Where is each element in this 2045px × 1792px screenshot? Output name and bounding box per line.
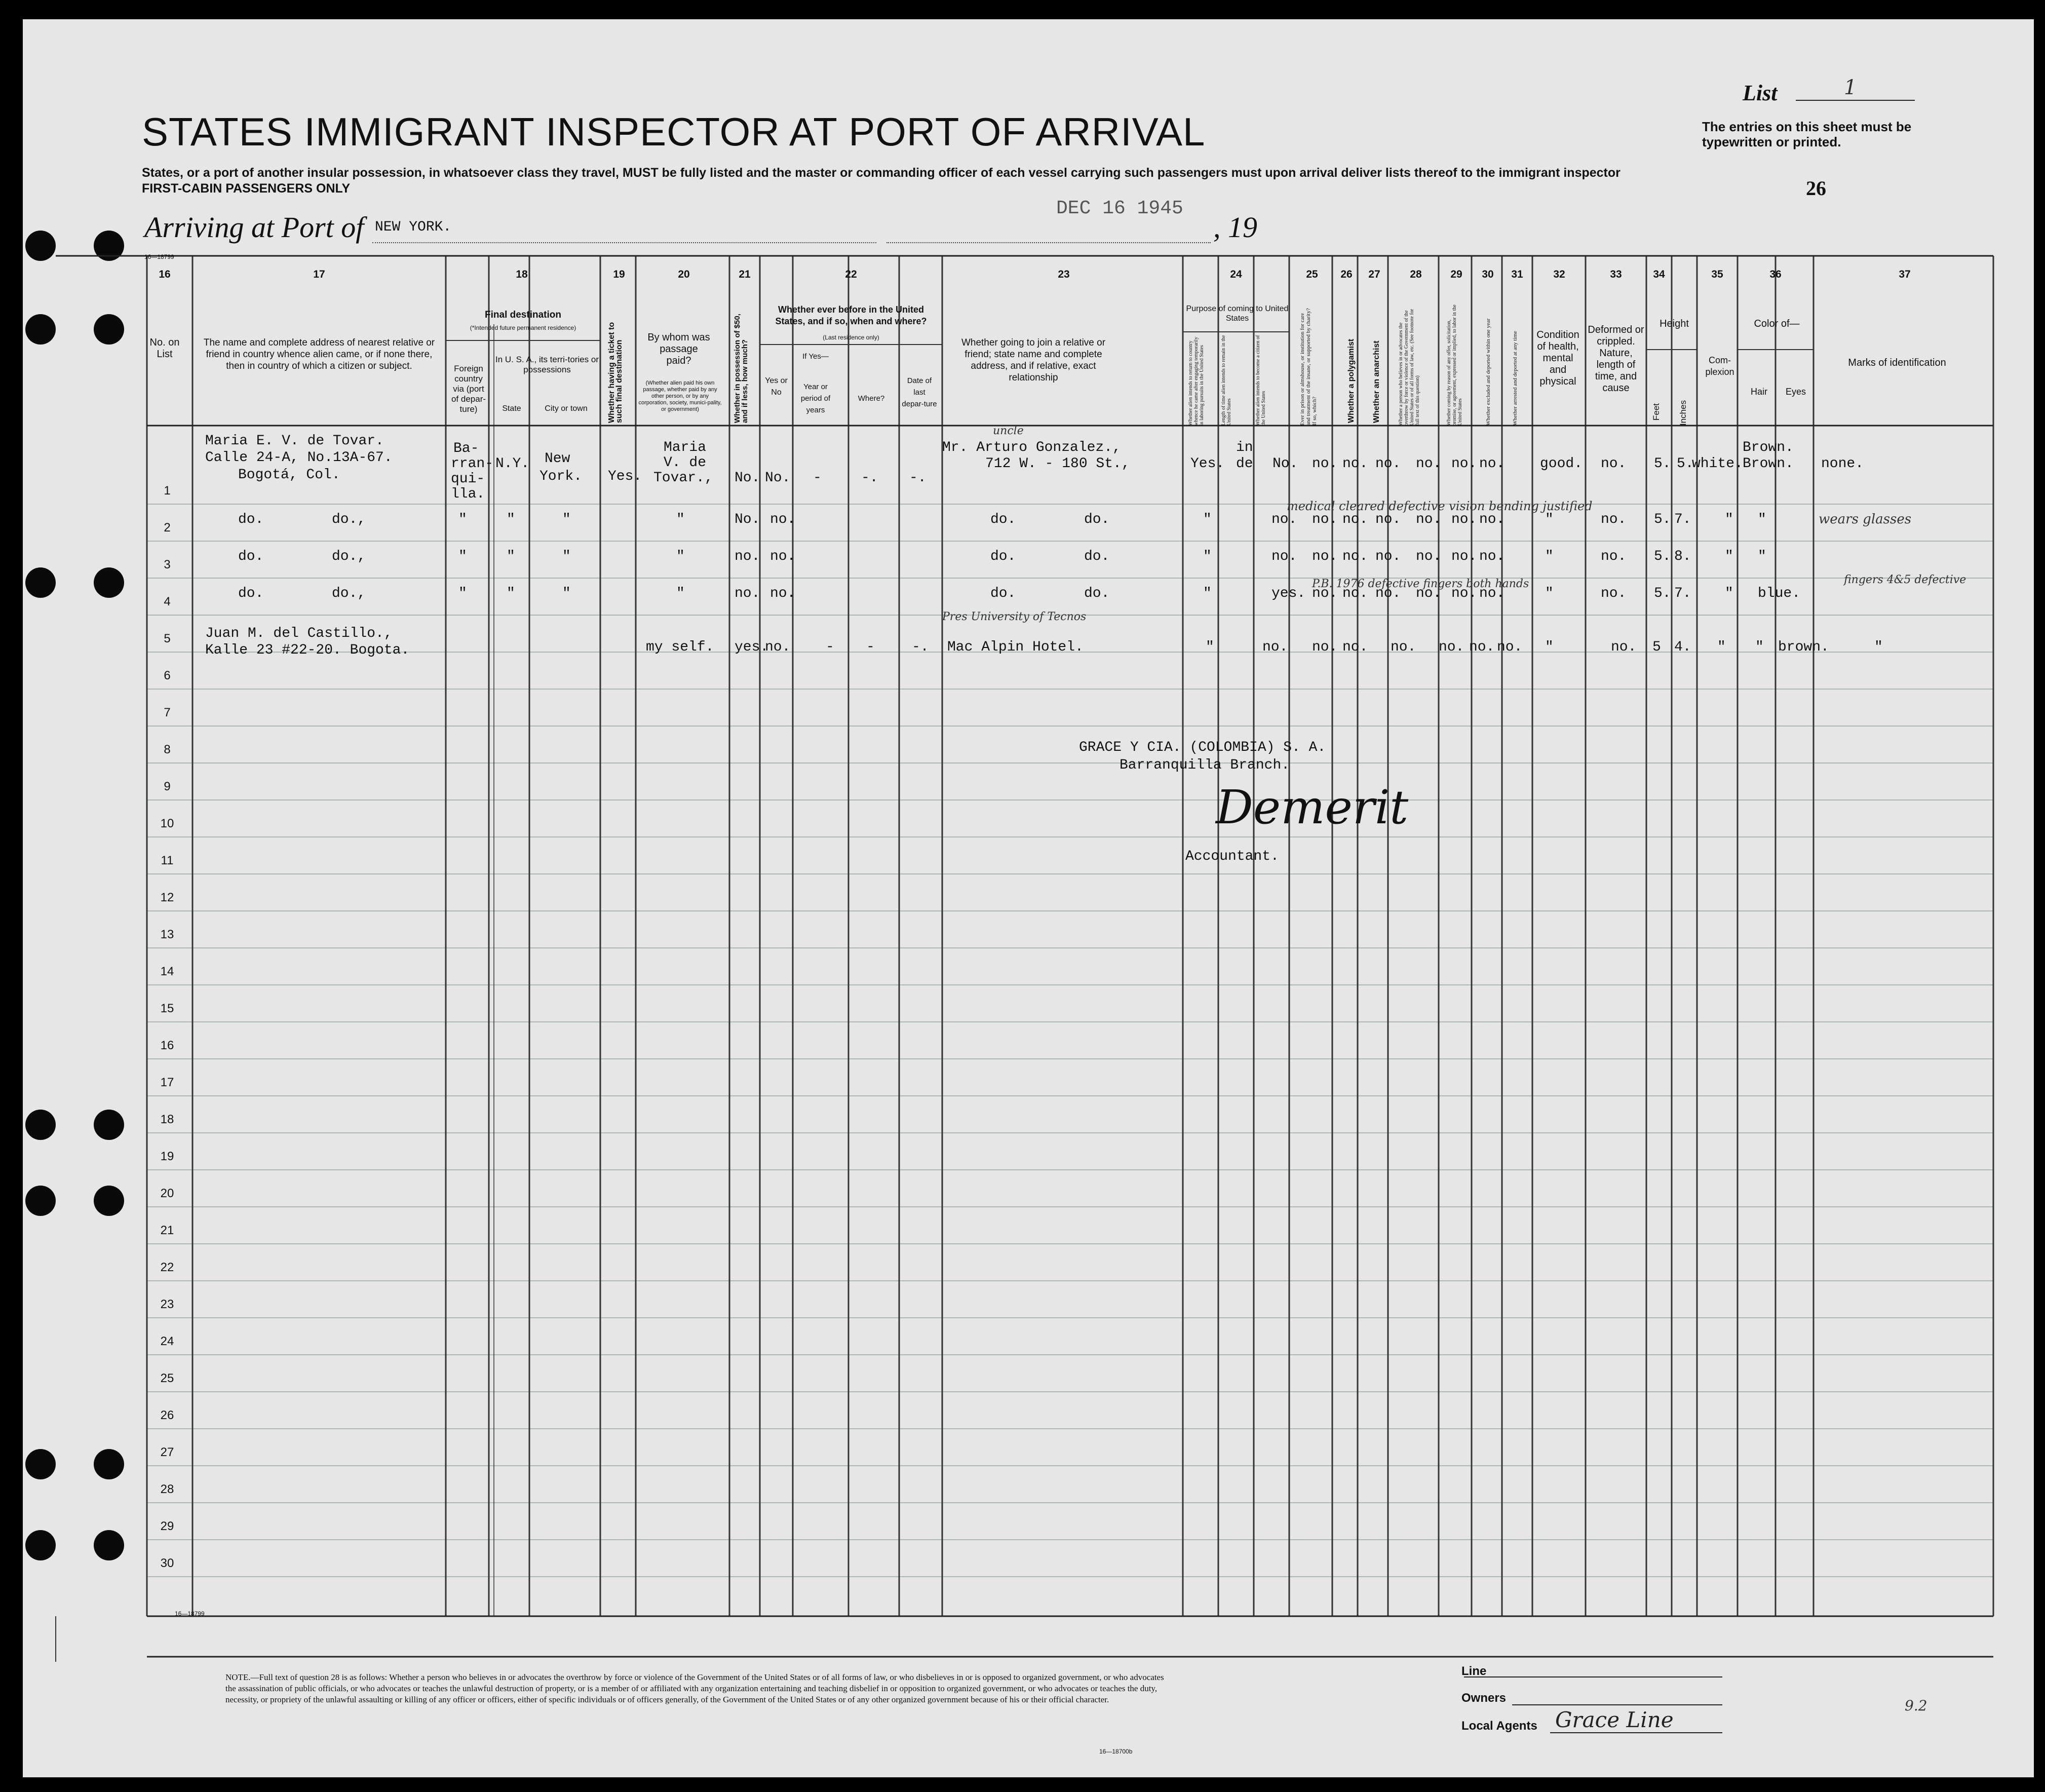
header-foreign-country: Foreign country via (port of depar-ture): [451, 364, 486, 414]
row3-name2: do.,: [332, 549, 366, 564]
company-name: GRACE Y CIA. (COLOMBIA) S. A.: [1079, 740, 1326, 755]
row5-complexion: ": [1717, 639, 1726, 655]
column-number: 19: [613, 269, 625, 280]
row3-complexion: ": [1725, 549, 1733, 564]
row3-name: do.: [238, 549, 264, 564]
date-underline: [886, 242, 1211, 243]
header-prison: Ever in prison or almshouse, or institution for care and treatment of the insane, or supported by charity? If so, which?: [1299, 308, 1318, 426]
row1-join-2: 712 W. - 180 St.,: [985, 456, 1130, 472]
row4-c28: no.: [1375, 586, 1401, 601]
row3-c28: no.: [1375, 549, 1401, 564]
local-agents-value: Grace Line: [1555, 1707, 1674, 1732]
row3-health: ": [1545, 549, 1554, 564]
row3-hair: ": [1758, 549, 1766, 564]
typewritten-instruction: The entries on this sheet must be typewritten or printed.: [1702, 119, 1912, 149]
row5-money: yes.: [735, 639, 769, 655]
row1-feet: 5.: [1654, 456, 1671, 472]
column-number: 30: [1482, 269, 1494, 280]
form-number: 16—18799: [144, 253, 174, 260]
row1-q28: no.: [1375, 456, 1401, 472]
header-passage-note: (Whether alien paid his own passage, whether paid by any other person, or by any corporation, society, munici-pality, or government): [638, 380, 722, 412]
header-no-on-list: No. on List: [149, 337, 180, 360]
row5-feet: 5: [1652, 639, 1661, 655]
header-name-address: The name and complete address of nearest relative or friend in country whence alien came, or if none there, then in country of which a citizen or subject.: [203, 337, 435, 371]
row-number: 30: [160, 1556, 174, 1570]
row2-hair: ": [1758, 512, 1766, 527]
row1-foreign: Ba-: [453, 441, 479, 456]
header-date-departure: Date of last depar-ture: [902, 376, 937, 408]
header-purpose-c: Whether alien intends to become a citizen of the United States: [1255, 335, 1266, 426]
row5-date: -.: [912, 639, 929, 655]
row1-state: N.Y.: [495, 456, 530, 472]
signature: Demerit: [1216, 780, 1409, 834]
row1-prison: No.: [1272, 456, 1298, 472]
header-city: City or town: [545, 404, 588, 413]
column-number: 33: [1610, 269, 1622, 280]
row2-c31: no.: [1479, 512, 1505, 527]
handwritten-row5-join: Pres University of Tecnos: [942, 611, 1087, 623]
row3-state: ": [507, 549, 515, 564]
row1-city-usa: New: [545, 451, 570, 467]
column-number: 20: [678, 269, 690, 280]
row4-complexion: ": [1725, 586, 1733, 601]
row5-anarchist: no.: [1342, 639, 1368, 655]
row1-ticket: Yes.: [608, 469, 642, 484]
date-stamp: DEC 16 1945: [1056, 198, 1183, 219]
row5-q31: no.: [1497, 639, 1523, 655]
header-purpose-a: Whether alien intends to return to country whence he came after engaging temporarily in laboring pursuits in the United States: [1188, 336, 1205, 426]
row5-address: Kalle 23 #22-20. Bogota.: [205, 642, 410, 658]
row-number: 28: [160, 1482, 174, 1496]
header-possession-50: Whether in possession of $50, and if less, how much?: [733, 314, 749, 423]
row-number: 29: [160, 1519, 174, 1533]
row2-name2: do.,: [332, 512, 366, 527]
row1-paid-3: Tovar.,: [653, 470, 713, 486]
row2-state: ": [507, 512, 515, 527]
row-number: 19: [160, 1150, 174, 1163]
column-number: 29: [1450, 269, 1462, 280]
row-number: 23: [160, 1298, 174, 1311]
header-question-31: Whether arrested and deported at any time: [1512, 331, 1518, 426]
row4-c29: no.: [1416, 586, 1442, 601]
row-number: 3: [164, 558, 171, 571]
row5-inches: 4.: [1674, 639, 1691, 655]
column-number: 21: [739, 269, 751, 280]
row3-anarchist: no.: [1342, 549, 1368, 564]
row5-health: ": [1545, 639, 1554, 655]
row-number: 15: [160, 1002, 174, 1015]
port-underline: [372, 242, 876, 243]
row-number: 20: [160, 1187, 174, 1200]
list-label: List: [1743, 81, 1778, 105]
instruction-line: States, or a port of another insular possession, in whatsoever class they travel, MUST be fully listed and the master or commanding officer of each vessel carrying such passengers must upon arrival deliver lists thereof to the immigrant inspector: [142, 166, 1620, 180]
row5-purpose: ": [1206, 639, 1214, 655]
header-height: Height: [1660, 318, 1689, 329]
row4-hair: blue.: [1758, 586, 1801, 601]
row5-q30: no.: [1469, 639, 1495, 655]
row2-polygamist: no.: [1312, 512, 1338, 527]
row-number: 25: [160, 1371, 174, 1385]
row1-address: Calle 24-A, No.13A-67.: [205, 450, 393, 466]
row1-polygamist: no.: [1312, 456, 1338, 472]
sheet-number: 26: [1806, 177, 1826, 200]
row5-q29: no.: [1439, 639, 1464, 655]
row1-name: Maria E. V. de Tovar.: [205, 433, 384, 449]
row4-prison: yes.: [1271, 586, 1306, 601]
row2-purpose: ": [1203, 512, 1212, 527]
row2-inches: 7.: [1674, 512, 1691, 527]
accountant-label: Accountant.: [1185, 849, 1279, 864]
header-question-28: Whether a person who believes in or advocates the overthrow by force or violence of the Government of the United States or of all forms of law, etc. (See footnote for full text of this question): [1398, 309, 1420, 426]
row3-money: no.: [735, 549, 760, 564]
header-question-30: Whether excluded and deported within one year: [1485, 318, 1491, 426]
row5-deformed: no.: [1611, 639, 1637, 655]
row-number: 7: [164, 706, 171, 719]
row1-q30: no.: [1451, 456, 1477, 472]
header-hair: Hair: [1750, 387, 1767, 397]
row-number: 4: [164, 595, 171, 608]
row3-polygamist: no.: [1312, 549, 1338, 564]
row1-hair: Brown.: [1743, 440, 1794, 455]
column-number: 27: [1368, 269, 1380, 280]
row2-marks: wears glasses: [1819, 512, 1912, 527]
row-number: 6: [164, 669, 171, 682]
row1-city-usa-2: York.: [539, 469, 583, 484]
column-number: 28: [1410, 269, 1422, 280]
header-purpose-b: Length of time alien intends to remain in the United States: [1221, 335, 1232, 426]
row5-where: -: [866, 639, 875, 655]
row5-marks: ": [1874, 639, 1883, 655]
row4-anarchist: no.: [1342, 586, 1368, 601]
row3-before: no.: [770, 549, 796, 564]
row-number: 13: [160, 928, 174, 941]
row5-years: -: [826, 639, 834, 655]
header-color-of: Color of—: [1754, 318, 1800, 329]
row4-name: do.: [238, 586, 264, 601]
row1-city: Bogotá, Col.: [238, 467, 340, 483]
form-title: STATES IMMIGRANT INSPECTOR AT PORT OF ARRIVAL: [142, 109, 1206, 154]
row-number: 24: [160, 1335, 174, 1348]
row3-join2: do.: [1084, 549, 1110, 564]
column-number: 36: [1769, 269, 1782, 280]
year-label: , 19: [1213, 211, 1257, 244]
column-number: 37: [1899, 269, 1911, 280]
row4-polygamist: no.: [1312, 586, 1338, 601]
header-anarchist: Whether an anarchist: [1372, 340, 1381, 423]
header-yes-no: Yes or No: [765, 376, 788, 397]
corner-note: 9.2: [1905, 1697, 1927, 1714]
column-number: 22: [845, 269, 857, 280]
header-if-yes: If Yes—: [802, 352, 829, 361]
row1-date: -.: [909, 470, 927, 486]
row2-complexion: ": [1725, 512, 1733, 527]
column-number: 25: [1306, 269, 1318, 280]
row3-foreign: ": [458, 549, 467, 564]
row1-where: -.: [861, 470, 878, 486]
list-number: 1: [1844, 76, 1857, 99]
row2-feet: 5.: [1654, 512, 1671, 527]
row1-paid-2: V. de: [664, 455, 707, 471]
row4-health: ": [1545, 586, 1554, 601]
row1-join: Mr. Arturo Gonzalez.,: [942, 440, 1121, 455]
header-year-period: Year or period of years: [800, 383, 831, 414]
form-number-footnote: 16—18700b: [1099, 1748, 1133, 1755]
row3-join: do.: [990, 549, 1016, 564]
row4-foreign: ": [458, 586, 467, 601]
port-value: NEW YORK.: [375, 219, 452, 235]
row4-inches: 7.: [1674, 586, 1691, 601]
row4-deformed: no.: [1601, 586, 1627, 601]
column-number: 26: [1340, 269, 1353, 280]
header-deformed: Deformed or crippled. Nature, length of time, and cause: [1588, 324, 1644, 394]
header-eyes: Eyes: [1785, 387, 1806, 397]
row-number: 2: [164, 521, 171, 535]
row-number: 21: [160, 1224, 174, 1237]
header-marks: Marks of identification: [1848, 357, 1946, 368]
row4-city: ": [562, 586, 571, 601]
row2-foreign: ": [458, 512, 467, 527]
row3-c31: no.: [1479, 549, 1505, 564]
row-number: 10: [160, 817, 174, 830]
header-passage-paid: By whom was passage paid?: [647, 332, 710, 366]
header-inches: Inches: [1678, 400, 1688, 426]
row2-money: No.: [735, 512, 760, 527]
row3-inches: 8.: [1674, 549, 1691, 564]
company-branch: Barranquilla Branch.: [1120, 757, 1290, 773]
row1-anarchist: no.: [1342, 456, 1368, 472]
row4-state: ": [507, 586, 515, 601]
header-final-destination: Final destination: [485, 310, 561, 320]
arriving-label: Arriving at Port of: [144, 211, 364, 244]
row2-name: do.: [238, 512, 264, 527]
column-number: 18: [516, 269, 528, 280]
row1-inches: 5.: [1677, 456, 1694, 472]
row1-foreign-4: lla.: [451, 486, 485, 502]
header-final-destination-note: (*Intended future permanent residence): [470, 324, 576, 331]
header-question-29: Whether coming by reason of any offer, solicitation, promise, or agreement, expressed or implied, to labor in the United States: [1446, 304, 1463, 426]
header-ticket: Whether having a ticket to such final destination: [607, 322, 624, 423]
row2-city: ": [562, 512, 571, 527]
row-number: 5: [164, 632, 171, 645]
column-number: 23: [1058, 269, 1070, 280]
header-in-usa: In U. S. A., its terri-tories or possessions: [495, 355, 599, 374]
row1-q29: no.: [1416, 456, 1442, 472]
row3-deformed: no.: [1601, 549, 1627, 564]
column-number: 34: [1653, 269, 1665, 280]
row1-length: in: [1236, 440, 1253, 455]
row4-join: do.: [990, 586, 1016, 601]
row4-name2: do.,: [332, 586, 366, 601]
row3-paid: ": [676, 549, 685, 564]
row3-c30: no.: [1451, 549, 1477, 564]
row-number: 12: [160, 891, 174, 904]
row5-name: Juan M. del Castillo.,: [205, 626, 393, 641]
row4-before: no.: [770, 586, 796, 601]
row5-prison: no.: [1262, 639, 1288, 655]
handwritten-row2-note: medical cleared defective vision bending justified: [1287, 499, 1593, 513]
first-cabin-label: FIRST-CABIN PASSENGERS ONLY: [142, 181, 351, 196]
row3-prison: no.: [1271, 549, 1297, 564]
header-last-residence: (Last residence only): [823, 334, 879, 341]
row1-eyes: Brown.: [1743, 456, 1794, 472]
row-number: 27: [160, 1445, 174, 1459]
row-number: 16: [160, 1039, 174, 1052]
row2-c28: no.: [1375, 512, 1401, 527]
header-feet: Feet: [1651, 403, 1661, 421]
header-complexion: Com-plexion: [1705, 355, 1734, 377]
form-number-bottom: 16—18799: [175, 1610, 205, 1617]
row2-c29: no.: [1416, 512, 1442, 527]
column-number: 17: [313, 269, 325, 280]
row5-paid: my self.: [646, 639, 714, 655]
handwritten-marks-row4: fingers 4&5 defective: [1844, 574, 1966, 586]
row3-purpose: ": [1203, 549, 1212, 564]
row-number: 11: [161, 854, 174, 867]
row4-c31: no.: [1479, 586, 1505, 601]
header-condition: Condition of health, mental and physical: [1536, 329, 1579, 387]
row1-before: No.: [765, 470, 791, 486]
row5-eyes: brown.: [1778, 639, 1829, 655]
header-purpose: Purpose of coming to United States: [1186, 304, 1289, 323]
header-before-in-us: Whether ever before in the United States, and if so, when and where?: [775, 304, 927, 326]
owners-label: Owners: [1461, 1691, 1507, 1705]
row-number: 17: [160, 1076, 174, 1089]
row1-marks: none.: [1821, 456, 1864, 472]
footnote-question-28: NOTE.—Full text of question 28 is as follows: Whether a person who believes in or advocates the overthrow by force or violence of the Government of the United States or of all forms of law, or who disbelieves in or is opposed to organized government, or who advocates the assassination of public officials, or who advocates or teaches the unlawful destruction of property, or is a member of or affiliated with any organization entertaining and teaching disbelief in or opposition to organized government, or who advocates or teaches the duty, necessity, or propriety of the unlawful assaulting or killing of any officer or officers, either of specific individuals or of officers generally, of the Government of the United States or of any other organized government because of his or their official character.: [225, 1672, 1164, 1704]
row-number: 14: [160, 965, 174, 978]
line-label: Line: [1461, 1664, 1487, 1678]
row-number: 18: [160, 1113, 174, 1126]
header-where: Where?: [858, 394, 885, 403]
row2-anarchist: no.: [1342, 512, 1368, 527]
column-number: 16: [159, 269, 171, 280]
row2-paid: ": [676, 512, 685, 527]
row4-purpose: ": [1203, 586, 1212, 601]
row3-feet: 5.: [1654, 549, 1671, 564]
row4-c30: no.: [1451, 586, 1477, 601]
handwritten-row4-note: P.B. 1976 defective fingers both hands: [1312, 578, 1529, 590]
row1-years: -: [813, 470, 822, 486]
row4-money: no.: [735, 586, 760, 601]
row1-join-note: uncle: [993, 425, 1024, 437]
row-number: 22: [160, 1261, 174, 1274]
row5-join: Mac Alpin Hotel.: [947, 639, 1084, 655]
row2-deformed: no.: [1601, 512, 1627, 527]
row1-foreign-3: qui-: [451, 471, 485, 487]
row2-before: no.: [770, 512, 796, 527]
header-state: State: [502, 404, 521, 413]
column-number: 31: [1511, 269, 1523, 280]
row5-polygamist: no.: [1312, 639, 1338, 655]
row1-complexion: white.: [1692, 456, 1743, 472]
column-number: 32: [1553, 269, 1565, 280]
row1-health: good.: [1540, 456, 1583, 472]
row-number: 8: [164, 743, 171, 756]
row2-health: ": [1545, 512, 1554, 527]
local-agents-label: Local Agents: [1461, 1719, 1537, 1733]
row-number: 1: [164, 484, 171, 498]
row2-join: do.: [990, 512, 1016, 527]
row3-c29: no.: [1416, 549, 1442, 564]
row1-deformed: no.: [1601, 456, 1627, 472]
row4-feet: 5.: [1654, 586, 1671, 601]
row5-q28: no.: [1391, 639, 1416, 655]
row1-purpose: Yes.: [1190, 456, 1225, 472]
row4-paid: ": [676, 586, 685, 601]
row1-length-2: de: [1236, 456, 1253, 472]
row-number: 9: [164, 780, 171, 793]
row3-city: ": [562, 549, 571, 564]
header-going-to-join: Whether going to join a relative or friend; state name and complete address, and if relative, exact relationship: [961, 337, 1106, 383]
row4-join2: do.: [1084, 586, 1110, 601]
column-number: 24: [1230, 269, 1242, 280]
row1-foreign-2: rran-: [451, 456, 494, 472]
row1-q31: no.: [1479, 456, 1505, 472]
row5-before: no.: [765, 639, 791, 655]
row2-c30: no.: [1451, 512, 1477, 527]
row2-prison: no.: [1271, 512, 1297, 527]
row5-hair: ": [1755, 639, 1764, 655]
row2-join2: do.: [1084, 512, 1110, 527]
header-polygamist: Whether a polygamist: [1347, 338, 1356, 423]
row-number: 26: [160, 1408, 174, 1422]
row1-paid: Maria: [664, 440, 707, 455]
column-number: 35: [1711, 269, 1723, 280]
row1-money: No.: [735, 470, 760, 486]
